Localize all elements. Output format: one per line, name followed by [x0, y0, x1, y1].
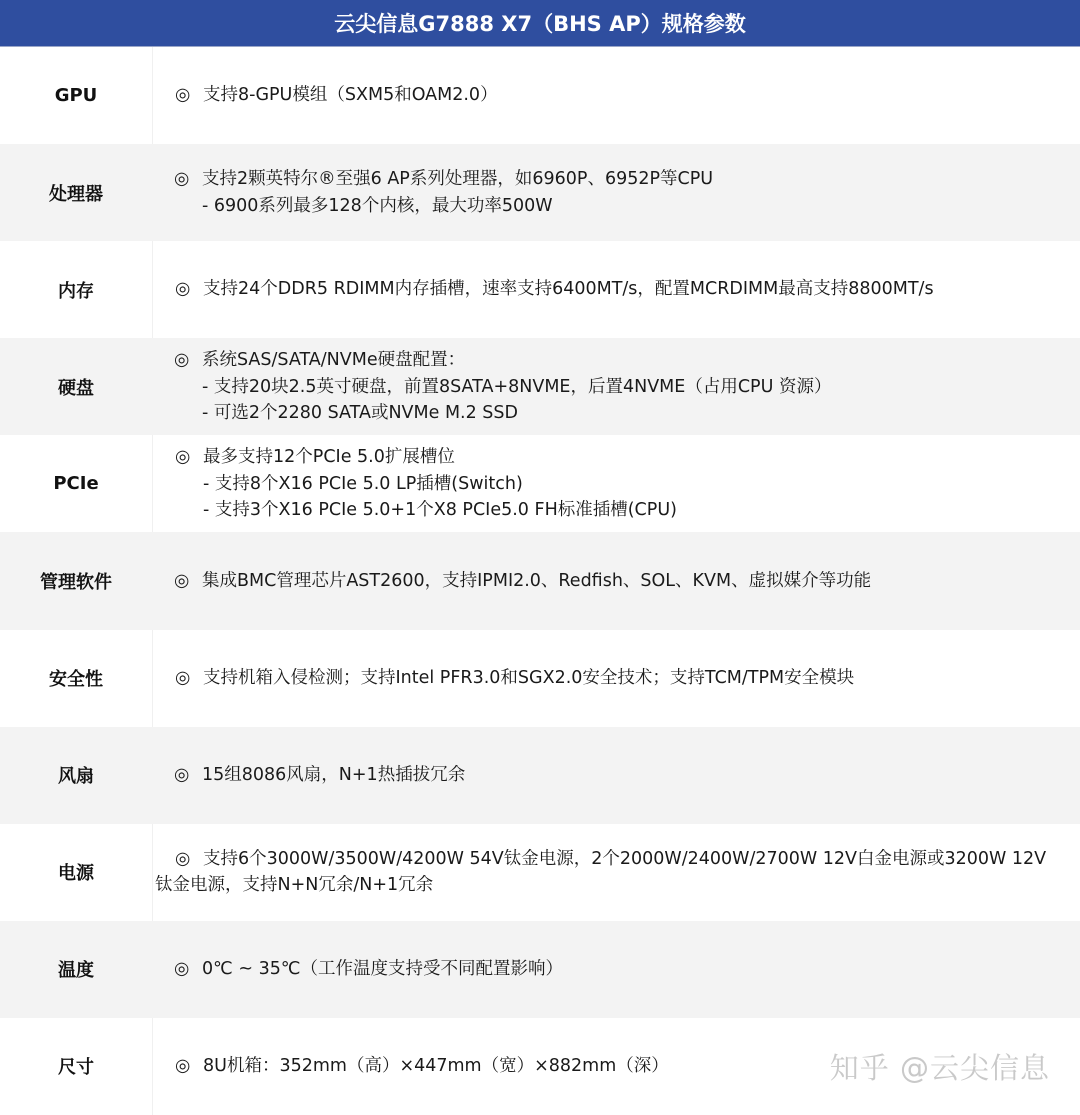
spec-row-security — [0, 630, 1080, 727]
spec-line: 8U机箱：352mm（高）×447mm（宽）×882mm（深） — [203, 1056, 669, 1077]
spec-row-gpu — [0, 47, 1080, 144]
spec-row-memory — [0, 241, 1080, 338]
bullet-mark: ◎ — [174, 764, 190, 785]
spec-line: - 支持20块2.5英寸硬盘，前置8SATA+8NVME，后置4NVME（占用CPU 资源） — [202, 376, 832, 397]
spec-label: 安全性 — [49, 669, 103, 691]
spec-label: 处理器 — [49, 183, 103, 205]
spec-line: 0℃ ~ 35℃（工作温度支持受不同配置影响） — [202, 959, 563, 980]
spec-table — [0, 47, 1080, 1115]
bullet-mark: ◎ — [175, 85, 191, 106]
bullet-mark: ◎ — [174, 350, 190, 371]
watermark-text: 知乎 @云尖信息 — [829, 1051, 1050, 1085]
spec-line: 15组8086风扇，N+1热插拔冗余 — [202, 764, 466, 785]
bullet-mark: ◎ — [175, 447, 191, 468]
spec-row-temperature — [0, 921, 1080, 1018]
spec-label: GPU — [54, 85, 98, 107]
spec-value — [152, 824, 1080, 921]
spec-value — [152, 338, 1080, 435]
spec-label: 管理软件 — [40, 572, 112, 594]
spec-line: 支持8-GPU模组（SXM5和OAM2.0） — [203, 85, 498, 106]
bullet-mark: ◎ — [175, 1056, 191, 1077]
spec-line: 系统SAS/SATA/NVMe硬盘配置： — [202, 350, 466, 371]
spec-label: 尺寸 — [58, 1057, 94, 1079]
bullet-mark: ◎ — [175, 848, 191, 869]
spec-row-dimensions — [0, 1018, 1080, 1115]
spec-value — [152, 144, 1080, 241]
spec-row-storage — [0, 338, 1080, 435]
spec-line: - 可选2个2280 SATA或NVMe M.2 SSD — [202, 403, 518, 424]
spec-value — [152, 435, 1080, 532]
bullet-mark: ◎ — [174, 570, 190, 591]
spec-line: 最多支持12个PCIe 5.0扩展槽位 — [203, 447, 455, 468]
bullet-mark: ◎ — [174, 959, 190, 980]
spec-line: 支持24个DDR5 RDIMM内存插槽，速率支持6400MT/s，配置MCRDIMM最高支持8800MT/s — [203, 279, 934, 300]
spec-row-power — [0, 824, 1080, 921]
spec-label: 风扇 — [58, 766, 94, 788]
spec-line: 支持机箱入侵检测；支持Intel PFR3.0和SGX2.0安全技术；支持TCM/TPM安全模块 — [203, 667, 855, 688]
spec-value — [152, 241, 1080, 338]
bullet-mark: ◎ — [175, 279, 191, 300]
spec-line: - 支持3个X16 PCIe 5.0+1个X8 PCIe5.0 FH标准插槽(CPU) — [203, 500, 677, 521]
spec-value — [152, 630, 1080, 727]
spec-value — [152, 727, 1080, 824]
spec-value — [152, 921, 1080, 1018]
spec-value — [152, 1018, 1080, 1115]
spec-line: - 6900系列最多128个内核，最大功率500W — [202, 195, 553, 216]
bullet-mark: ◎ — [174, 169, 190, 190]
spec-line: 集成BMC管理芯片AST2600，支持IPMI2.0、Redfish、SOL、KVM、虚拟媒介等功能 — [202, 570, 872, 591]
spec-label: PCIe — [53, 473, 99, 495]
spec-line: 支持6个3000W/3500W/4200W 54V钛金电源，2个2000W/2400W/2700W 12V白金电源或3200W 12V — [203, 848, 1047, 869]
spec-row-management — [0, 532, 1080, 629]
spec-label: 内存 — [58, 280, 94, 302]
spec-line: 支持2颗英特尔®至强6 AP系列处理器，如6960P、6952P等CPU — [202, 169, 714, 190]
spec-label: 电源 — [58, 863, 94, 885]
spec-value — [152, 532, 1080, 629]
page-title: 云尖信息G7888 X7（BHS AP）规格参数 — [0, 0, 1080, 47]
spec-row-processor — [0, 144, 1080, 241]
spec-line: - 支持8个X16 PCIe 5.0 LP插槽(Switch) — [203, 473, 523, 494]
spec-line: 钛金电源，支持N+N冗余/N+1冗余 — [155, 875, 434, 896]
bullet-mark: ◎ — [175, 667, 191, 688]
spec-label: 温度 — [58, 960, 94, 982]
spec-value — [152, 47, 1080, 144]
spec-row-fan — [0, 727, 1080, 824]
spec-label: 硬盘 — [58, 377, 94, 399]
spec-row-pcie — [0, 435, 1080, 532]
